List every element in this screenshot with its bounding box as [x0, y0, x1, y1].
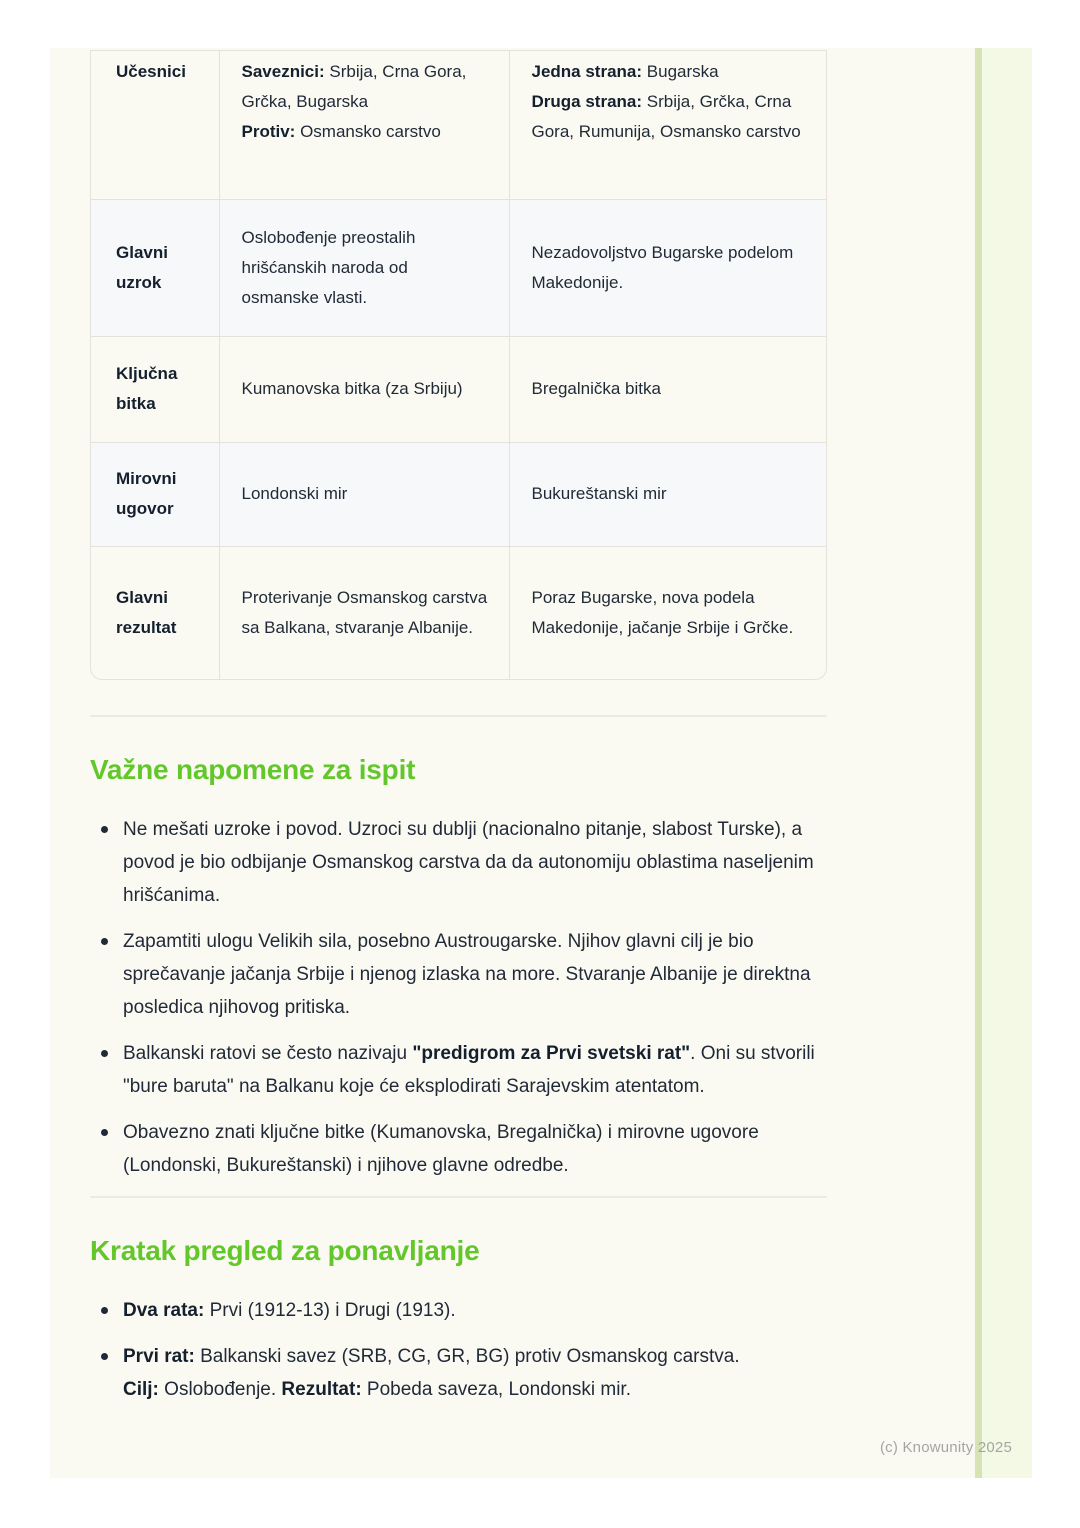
table-row-kljucna-bitka: [91, 336, 826, 442]
comparison-table-wrap: [90, 50, 827, 680]
list-item-text: Obavezno znati ključne bitke (Kumanovska, Bregalnička) i mirovne ugovore (Londonski, Bukureštanski) i njihove glavne odredbe.: [123, 1122, 759, 1176]
table-cell-war1: Proterivanje Osmanskog carstva sa Balkana, stvaranje Albanije.: [219, 546, 509, 679]
bullet-list: [90, 813, 827, 1182]
section-divider: [90, 715, 827, 717]
list-item-text: Prvi rat: Balkanski savez (SRB, CG, GR, BG) protiv Osmanskog carstva. Cilj: Oslobođenje. Rezultat: Pobeda saveza, Londonski mir.: [123, 1346, 740, 1400]
list-item-text: Ne mešati uzroke i povod. Uzroci su dublji (nacionalno pitanje, slabost Turske), a povod je bio odbijanje Osmanskog carstva da da autonomiju oblastima naseljenim hrišćanima.: [123, 819, 814, 906]
table-row-glavni-rezultat: [91, 546, 826, 679]
row-label: Učesnici: [91, 51, 219, 199]
table-cell-war2: Nezadovoljstvo Bugarske podelom Makedonije.: [509, 199, 826, 336]
row-label: Mirovni ugovor: [91, 442, 219, 546]
table-cell-war2: Jedna strana: Bugarska Druga strana: Srbija, Grčka, Crna Gora, Rumunija, Osmansko carstvo: [509, 51, 826, 199]
table-cell-war1: Oslobođenje preostalih hrišćanskih naroda od osmanske vlasti.: [219, 199, 509, 336]
row-label: Glavni uzrok: [91, 199, 219, 336]
document-sheet: [50, 48, 1032, 1478]
list-item: [90, 1116, 827, 1182]
table-row-mirovni-ugovor: [91, 442, 826, 546]
list-item: [90, 813, 827, 912]
bullet-list: [90, 1294, 827, 1406]
list-item-text: Dva rata: Prvi (1912-13) i Drugi (1913).: [123, 1300, 456, 1321]
list-item-text: Zapamtiti ulogu Velikih sila, posebno Austrougarske. Njihov glavni cilj je bio sprečavanje jačanja Srbije i njenog izlaska na more. Stvaranje Albanije je direktna posledica njihovog pritiska.: [123, 931, 811, 1018]
section-heading: Kratak pregled za ponavljanje: [90, 1235, 480, 1266]
document-content: [90, 48, 827, 1419]
list-item: [90, 1340, 827, 1406]
table-row-glavni-uzrok: [91, 199, 826, 336]
accent-bar: [975, 48, 1032, 1478]
table-cell-war1: Londonski mir: [219, 442, 509, 546]
table-row-ucesnici: [91, 51, 826, 199]
table-cell-war1: Kumanovska bitka (za Srbiju): [219, 336, 509, 442]
row-label: Ključna bitka: [91, 336, 219, 442]
copyright-watermark: (c) Knowunity 2025: [879, 1439, 1012, 1456]
section-divider: [90, 1196, 827, 1198]
table-cell-war1: Saveznici: Srbija, Crna Gora, Grčka, Bugarska Protiv: Osmansko carstvo: [219, 51, 509, 199]
list-item-text: Balkanski ratovi se često nazivaju "predigrom za Prvi svetski rat". Oni su stvorili "bure baruta" na Balkanu koje će eksplodirati Sarajevskim atentatom.: [123, 1043, 815, 1097]
list-item: [90, 1294, 827, 1327]
list-item: [90, 925, 827, 1024]
table-cell-war2: Poraz Bugarske, nova podela Makedonije, jačanje Srbije i Grčke.: [531, 587, 794, 637]
row-label: Glavni rezultat: [91, 546, 219, 679]
section-quick-review: [90, 1196, 827, 1406]
comparison-table: [91, 51, 826, 679]
table-cell-war2: Bregalnička bitka: [509, 336, 826, 442]
list-item: [90, 1037, 827, 1103]
table-cell-war2: Bukureštanski mir: [509, 442, 826, 546]
section-exam-notes: [90, 715, 827, 1182]
section-heading: Važne napomene za ispit: [90, 754, 416, 785]
